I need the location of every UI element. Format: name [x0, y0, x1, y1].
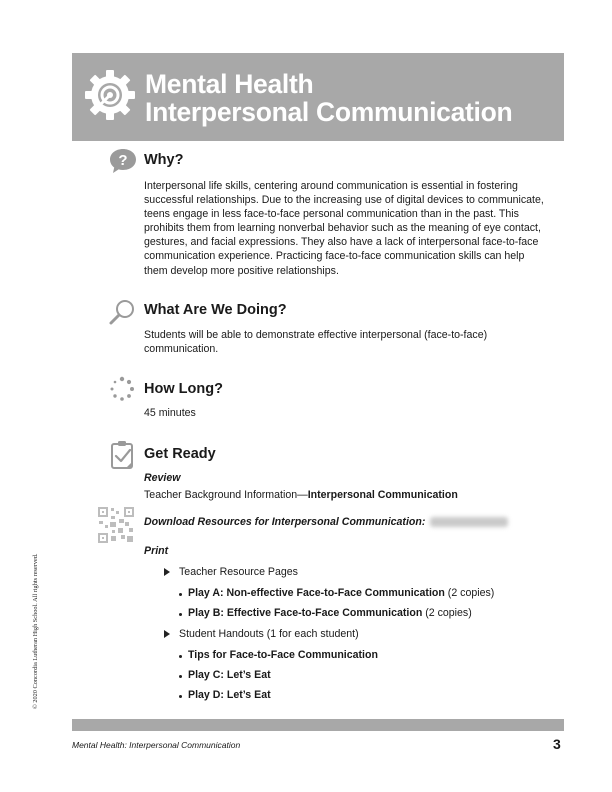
item-title: Tips for Face-to-Face Communication — [188, 649, 378, 661]
title-line-1: Mental Health — [145, 69, 314, 99]
review-resource: Interpersonal Communication — [307, 489, 458, 501]
item-title: Play D: Let’s Eat — [188, 689, 271, 701]
page-title — [145, 70, 512, 126]
item-note: (2 copies) — [444, 587, 495, 599]
download-line[interactable] — [144, 516, 508, 528]
item-title: Play C: Let’s Eat — [188, 669, 271, 681]
bullet-dot — [179, 695, 182, 698]
svg-text:?: ? — [118, 152, 128, 169]
question-bubble-icon — [109, 148, 137, 174]
item-note: (2 copies) — [422, 607, 472, 619]
section-title-doing: What Are We Doing? — [144, 302, 287, 318]
review-line — [144, 489, 458, 501]
qr-code-icon — [97, 506, 135, 544]
list-item — [188, 649, 378, 661]
copyright-notice: © 2020 Concordia Lutheran High School. All rights reserved. — [32, 553, 39, 709]
download-label: Download Resources for Interpersonal Communication: — [144, 516, 426, 528]
review-label: Review — [144, 472, 181, 484]
section-body-doing: Students will be able to demonstrate effective interpersonal (face-to-face) communication. — [144, 329, 488, 356]
list-item — [188, 587, 494, 599]
section-title-get-ready: Get Ready — [144, 446, 216, 462]
bullet-dot — [179, 593, 182, 596]
section-title-why: Why? — [144, 152, 184, 168]
clipboard-check-icon — [110, 440, 136, 470]
section-body-why: Interpersonal life skills, centering around communication is essential in fostering successful relationships. Due to the increasing use of digital devices to communicate, teens engage in less face-to-face personal communication than in the past. This prohibits them from learning nonverbal behavior such as the meaning of eye contact, gestures, and facial expressions. They also have a lack of interpersonal face-to-face communication experience. Practicing face-to-face communication skills can help them develop more positive relationships. — [144, 180, 544, 277]
loading-dots-icon — [109, 376, 135, 402]
page-number: 3 — [553, 736, 561, 752]
item-title: Play A: Non-effective Face-to-Face Communication — [188, 587, 445, 599]
bullet-dot — [179, 655, 182, 658]
section-body-how-long: 45 minutes — [144, 407, 196, 419]
header-band — [72, 53, 564, 141]
title-line-2: Interpersonal Communication — [145, 97, 513, 127]
group-label-teacher: Teacher Resource Pages — [179, 566, 298, 578]
print-label: Print — [144, 545, 169, 557]
list-item — [188, 607, 472, 619]
list-item — [188, 669, 271, 681]
download-link-redacted[interactable] — [430, 517, 508, 527]
gear-icon — [84, 69, 136, 121]
bullet-dot — [179, 675, 182, 678]
item-title: Play B: Effective Face-to-Face Communication — [188, 607, 423, 619]
arrow-bullet-icon — [164, 568, 170, 576]
review-prefix: Teacher Background Information— — [144, 489, 308, 501]
group-label-student: Student Handouts (1 for each student) — [179, 628, 359, 640]
section-title-how-long: How Long? — [144, 381, 223, 397]
footer-bar — [72, 719, 564, 731]
list-item — [188, 689, 271, 701]
arrow-bullet-icon — [164, 630, 170, 638]
magnifier-icon — [108, 298, 136, 326]
bullet-dot — [179, 613, 182, 616]
footer-running-title: Mental Health: Interpersonal Communication — [72, 740, 241, 750]
